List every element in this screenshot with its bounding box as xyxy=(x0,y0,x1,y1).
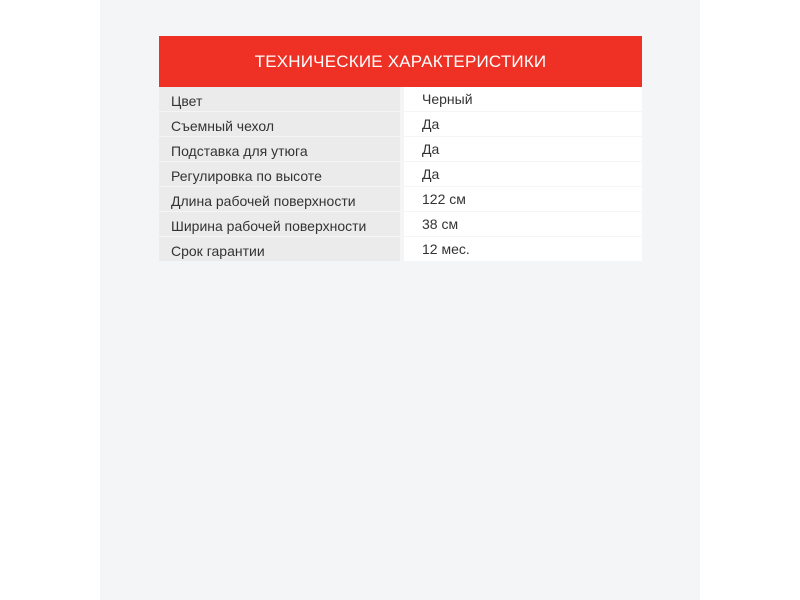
spec-row-color xyxy=(159,87,642,112)
spec-label: Ширина рабочей поверхности xyxy=(159,212,400,236)
spec-value: Да xyxy=(404,162,642,186)
spec-row-height-adjust xyxy=(159,162,642,187)
spec-row-warranty xyxy=(159,237,642,262)
spec-label: Регулировка по высоте xyxy=(159,162,400,186)
spec-row-surface-width xyxy=(159,212,642,237)
spec-label: Длина рабочей поверхности xyxy=(159,187,400,211)
spec-label: Срок гарантии xyxy=(159,237,400,261)
spec-value: Да xyxy=(404,137,642,161)
specs-table xyxy=(159,36,642,262)
spec-label: Съемный чехол xyxy=(159,112,400,136)
spec-value: 122 см xyxy=(404,187,642,211)
spec-value: Да xyxy=(404,112,642,136)
spec-value: 38 см xyxy=(404,212,642,236)
specs-title: ТЕХНИЧЕСКИЕ ХАРАКТЕРИСТИКИ xyxy=(159,36,642,87)
spec-label: Подставка для утюга xyxy=(159,137,400,161)
spec-row-surface-length xyxy=(159,187,642,212)
spec-row-removable-cover xyxy=(159,112,642,137)
spec-value: 12 мес. xyxy=(404,237,642,261)
spec-value: Черный xyxy=(404,87,642,111)
spec-row-iron-rest xyxy=(159,137,642,162)
spec-label: Цвет xyxy=(159,87,400,111)
